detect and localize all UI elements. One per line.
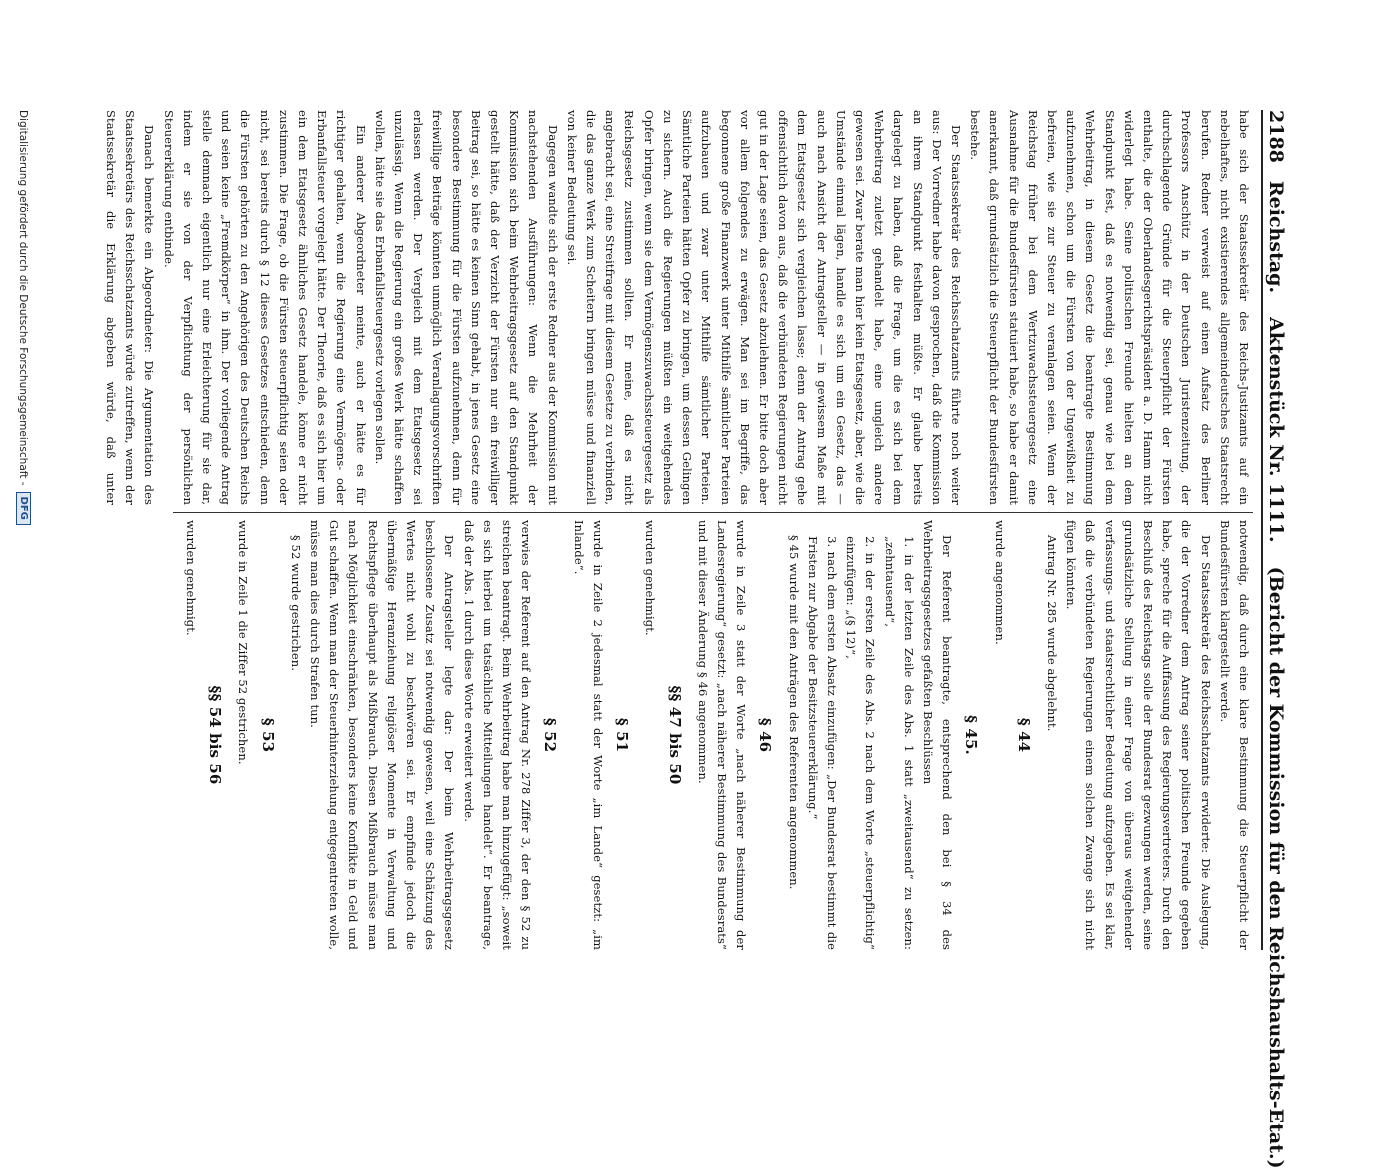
right-list-item: 2. in der ersten Zeile des Abs. 2 nach dem Worte „steuerpflichtig“ einzufügen: „(§ 12)“, [844,536,878,950]
page-number: 2188 [1265,110,1287,163]
left-text-column [103,110,1253,505]
right-paragraph: wurde angenommen. [992,520,1007,645]
header-reichstag: Reichstag. [1265,180,1287,294]
footer-text: Digitalisierung gefördert durch die Deutsche Forschungsgemeinschaft - [17,110,30,486]
right-paragraph: Der Referent beantragte, entsprechend den bei § 34 des Wehrbeitragsgesetzes gefaßten Beschlüssen [920,520,955,950]
digitization-footer [16,110,31,990]
left-paragraph: habe sich der Staatssekretär des Reichs-Justizamts auf ein nebelhaftes, nicht existierendes allgemeindeutsches Staatsrecht berufen. Redner verweist auf einen Aufsatz des Berliner Professors Anschütz in der Deutschen Juristenzeitung, der durchschlagende Gründe für die Steuerpflicht der Fürsten enthalte, die der Oberlandesgerichtspräsident a. D. Hamm nicht widerlegt habe. Seine politischen Freunde hielten an dem Standpunkt fest, daß es notwendig sei, genau wie bei dem Wehrbeitrag, in diesem Gesetz die beantragte Bestimmung aufzunehmen, schon um die Fürsten von der Ungewißheit zu befreien, wie sie zur Steuer zu veranlagen seien. Wenn der Reichstag früher bei dem Wertzuwachssteuergesetz eine Ausnahme für die Bundesfürsten statuiert habe, so habe er damit anerkannt, daß grundsätzlich die Steuerpflicht der Bundesfürsten bestehe. [968,110,1251,505]
header-bericht: (Bericht der Kommission für den Reichshaushalts-Etat.) [1265,566,1287,1169]
left-paragraph: Der Staatssekretär des Reichsschatzamts führte noch weiter aus: Der Vorredner habe davon gesprochen, daß die Kommission an ihrem Standpunkt festhalten müßte. Er glaube bereits dargelegt zu haben, daß die Frage, um die es sich bei dem Wehrbeitrag zuletzt gehandelt habe, eine ungleich andere gewesen sei. Zwar berate man hier kein Etatsgesetz, aber, wie die Umstände einmal lägen, handle es sich um ein Gesetz, das — auch nach Ansicht der Antragsteller — in gewissem Maße mit dem Etatsgesetz sich vergleichen lasse; denn der Antrag gehe offensichtlich davon aus, daß die verbündeten Regierungen nicht gut in der Lage seien, das Gesetz abzulehnen. Er bitte doch aber vor allem folgendes zu erwägen. Man sei im Begriffe, das begonnene große Finanzwerk unter Mithilfe sämtlicher Parteien aufzubauen und zwar unter Mithilfe sämtlicher Parteien. Sämtliche Parteien hätten Opfer zu bringen, um dessen Gelingen zu sichern. Auch die Regierungen müßten ein weitgehendes Opfer bringen, wenn sie dem Vermögenszuwachssteuergesetz als Reichsgesetz zustimmen sollten. Er meine, daß es nicht angebracht sei, eine Streitfrage mit diesem Gesetze zu verbinden, die das ganze Werk zum Scheitern bringen müsse und finanziell von keiner Bedeutung sei. [564,110,963,505]
right-paragraph: wurde in Zeile 2 jedesmal statt der Worte „im Lande“ gesetzt: „im Inlande“. [571,520,605,950]
right-paragraph: wurden genehmigt. [184,520,199,636]
right-paragraph: Der Staatssekretär des Reichsschatzamts erwiderte: Die Auslegung, die der Vorredner dem Antrag seiner politischen Freunde gegeben habe, spreche für die Auffassung des Regierungsvertreters. Durch den Beschluß des Reichstags solle der Bundesrat gezwungen werden, seine grundsätzliche Stellung in einer Frage von überaus weitgehender verfassungs- und staatsrechtlicher Bedeutung aufzugeben. Es sei klar, daß die verbündeten Regierungen einem solchen Zwange sich nicht fügen könnten. [1064,520,1213,950]
right-section-heading: § 51 [613,717,632,753]
right-section-heading: § 52 [541,717,560,753]
right-section-heading: § 46 [756,717,775,753]
header-aktenstueck: Aktenstück Nr. 1111. [1265,317,1287,543]
right-section-heading: § 53 [258,717,277,753]
right-paragraph: wurde in Zeile 3 statt der Worte „nach näherer Bestimmung der Landesregierung“ gesetzt: „nach näherer Bestimmung des Bundesrats“ und mit dieser Änderung § 46 angenommen. [695,520,749,950]
dfg-logo-icon: DFG [16,492,31,525]
right-paragraph: Der Antragsteller legte dar: Der beim Wehrbeitragsgesetz beschlossene Zusatz sei notwendig gewesen, weil eine Schätzung des Wertes nicht wohl zu beschwören sei. Er empfinde jedoch die übermäßige Heranziehung religiöser Momente in Verwaltung und Rechtspflege überhaupt als Mißbrauch. Diesen Mißbrauch müsse man nach Möglichkeit einschränken, besonders keine Konflikte in Geld und Gut schaffen. Wenn man der Steuerhinterziehung entgegentreten wolle, müsse man dies durch Strafen tun. [308,520,457,950]
right-paragraph: wurde in Zeile 1 die Ziffer 52 gestrichen. [236,520,251,765]
right-paragraph: § 52 wurde gestrichen. [288,534,303,671]
right-paragraph: § 45 wurde mit den Anträgen des Referenten angenommen. [786,534,801,890]
left-paragraph: Danach bemerkte ein Abgeordneter: Die Argumentation des Staatssekretärs des Reichsschatzamts würde zutreffen, wenn der Staatssekretär die Erklärung abgeben würde, daß unter [104,110,157,505]
right-section-heading: §§ 47 bis 50 [665,685,684,785]
left-paragraph: Dagegen wandte sich der erste Redner aus der Kommission mit nachstehenden Ausführungen: Wenn die Mehrheit der Kommission sich beim Wehrbeitragsgesetz auf den Standpunkt gestellt hätte, daß der Verzicht der Fürsten nur ein freiwilliger Beitrag sei, so hätte es keinen Sinn gehabt, in jenes Gesetz eine besondere Bestimmung für die Fürsten aufzunehmen, denn für freiwillige Beiträge könnten unmöglich Veranlagungsvorschriften erlassen werden. Der Vergleich mit dem Etatsgesetz sei unzulässig. Wenn die Regierung ein großes Werk hätte schaffen wollen, hätte sie das Erbanfallsteuergesetz vorlegen sollen. [372,110,560,505]
right-section-heading: § 44 [1014,717,1033,753]
right-paragraph: notwendig, daß durch eine klare Bestimmung die Steuerpflicht der Bundesfürsten klargestellt werde. [1217,520,1251,950]
right-list-item: 1. in der letzten Zeile des Abs. 1 statt „zweitausend“ zu setzen: „zehntausend“, [882,536,916,950]
right-section-heading: §§ 54 bis 56 [206,685,225,785]
page-header [1261,110,1295,1169]
left-paragraph: Ein anderer Abgeordneter meinte, auch er hätte es für richtiger gehalten, wenn die Regierung eine Vermögens- oder Erbanfallsteuer vorgelegt hätte. Der Theorie, daß es sich hier um ein dem Etatsgesetz ähnliches Gesetz handele, könne er nicht zustimmen. Die Frage, ob die Fürsten steuerpflichtig seien oder nicht, sei bereits durch § 12 dieses Gesetzes entschieden, denn die Fürsten gehörten zu den Angehörigen des Deutschen Reichs und seien keine „Fremdkörper“ in ihm. Der vorliegende Antrag stelle demnach eigentlich nur eine Erleichterung für sie dar, indem er sie von der Verpflichtung der persönlichen Steuererklärung entbinde. [161,110,368,505]
right-paragraph: wurden genehmigt. [643,520,658,636]
right-list-item: 3. nach dem ersten Absatz einzufügen: „Der Bundesrat bestimmt die Fristen zur Abgabe der Besitzsteuererklärung.“ [805,536,839,950]
right-text-column [103,520,1253,950]
column-divider [173,512,1253,513]
right-paragraph: Antrag Nr. 285 wurde abgelehnt. [1044,534,1059,732]
right-paragraph: verwies der Referent auf den Antrag Nr. 278 Ziffer 3, der den § 52 zu streichen beantragt. Beim Wehrbeitrag habe man hinzugefügt: „soweit es sich hierbei um tatsächliche Mitteilungen handelt“. Er beantrage, daß der Abs. 1 durch diese Worte erweitert werde. [461,520,534,950]
right-section-heading: § 45. [962,715,981,755]
